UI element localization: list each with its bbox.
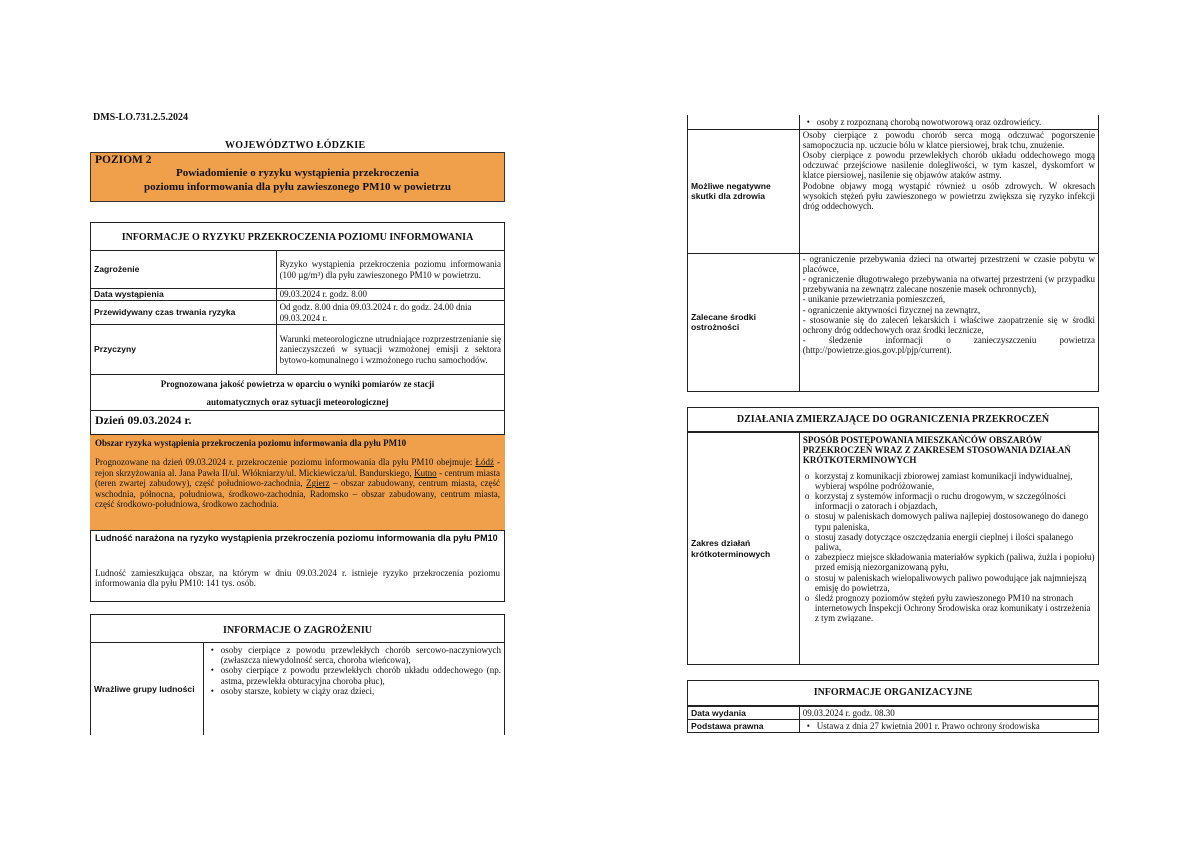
row-value: Warunki meteorologiczne utrudniające rozprzestrzenianie się zanieczyszczeń w sytuacji wzmożonej emisji z sektora bytowo-komunalnego i wzmożonego ruchu samochodów. [276, 325, 504, 375]
list-item: o stosuj zasady dotyczące oszczędzania energii cieplnej i ilości spalanego paliwa, [815, 532, 1095, 552]
row-value: 09.03.2024 r. godz. 8.00 [276, 289, 504, 301]
threat-info-header: INFORMACJE O ZAGROŻENIU [223, 625, 372, 636]
actions-header: DZIAŁANIA ZMIERZAJĄCE DO OGRANICZENIA PRZEKROCZEŃ [736, 414, 1050, 425]
list-item: • osoby z rozpoznaną chorobą nowotworową oraz ozdrowieńcy. [817, 117, 1095, 127]
vulnerable-cell [203, 643, 504, 735]
table-row [688, 129, 1099, 253]
city-zgierz-desc: – obszar zabudowany, centrum miasta, część wschodnia, północna, południowa, środkowo-zachodnia, Radomsko – obszar zabudowany, centrum miasta, część środkowo-południowa, środkowo zachodnia. [95, 478, 500, 510]
city-kutno-desc: - centrum miasta (teren zwartej zabudowy), część południowo-zachodnia, [95, 467, 500, 489]
document-code: DMS-LO.731.2.5.2024 [93, 112, 188, 123]
effects-table [687, 115, 1099, 392]
level-banner [90, 152, 505, 202]
row-label: Przyczyny [91, 325, 277, 375]
legal-basis-value: • Ustawa z dnia 27 kwietnia 2001 r. Prawo ochrony środowiska [817, 721, 1095, 731]
table-row [688, 115, 1099, 129]
list-item: - unikanie przewietrzania pomieszczeń, [802, 294, 946, 305]
effects-paragraph: Osoby cierpiące z powodu przewlekłych chorób układu oddechowego mogą odczuwać przejściowe nasilenie dolegliwości, w tym kaszel, dyskomfort w klatce piersiowej, nasilenie się objawów ataków astmy. [802, 149, 1095, 181]
exposed-text: Ludność zamieszkująca obszar, na którym w dniu 09.03.2024 r. istnieje ryzyko przekroczenia poziomu informowania dla pyłu PM10: 141 tys. osób. [95, 568, 500, 589]
row-value: Od godz. 8.00 dnia 09.03.2024 r. do godz. 24.00 dnia 09.03.2024 r. [276, 301, 504, 325]
actions-table [687, 432, 1099, 665]
city-lodz-desc: - rejon skrzyżowania al. Jana Pawła II/ul. Włókniarzy/ul. Mickiewicza/ul. Bandurskiego, [95, 457, 500, 478]
city-kutno: Kutno [414, 467, 437, 478]
region-title: WOJEWÓDZTWO ŁÓDZKIE [225, 140, 366, 151]
row-label: Przewidywany czas trwania ryzyka [91, 301, 277, 325]
forecast-day: Dzień 09.03.2024 r. [95, 413, 192, 427]
forecast-note-line2: automatycznych oraz sytuacji meteorologicznej [206, 397, 389, 407]
risk-info-header: INFORMACJE O RYZYKU PRZEKROCZENIA POZIOMU INFORMOWANIA [121, 232, 474, 243]
table-row [688, 433, 1099, 665]
effects-cell [799, 129, 1098, 253]
precautions-label: Zalecane środki ostrożności [688, 253, 800, 391]
effects-paragraph: Podobne objawy mogą wystąpić również u osób zdrowych. W okresach wysokich stężeń pyłu zawieszonego w powietrzu zwiększa się ryzyko infekcji dróg oddechowych. [802, 180, 1095, 211]
row-label: Zagrożenie [91, 251, 277, 289]
table-row [688, 253, 1099, 391]
legal-basis-cell [799, 720, 1098, 733]
risk-area-intro: Prognozowane na dzień 09.03.2024 r. przekroczenie poziomu informowania dla pyłu PM10 obejmuje: [95, 457, 473, 468]
list-item: - ograniczenie przebywania dzieci na otwartej przestrzeni w czasie pobytu w placówce, [802, 253, 1095, 274]
list-item: - stosowanie się do zaleceń lekarskich i właściwe zaopatrzenie się w środki ochrony dróg oddechowych oraz środki lecznicze, [802, 314, 1095, 335]
banner-title-line1: Powiadomienie o ryzyku wystąpienia przekroczenia [176, 167, 419, 179]
list-item: • osoby cierpiące z powodu przewlekłych chorób układu oddechowego (np. astma, przewlekła obturacyjna choroba płuc), [221, 665, 501, 685]
list-item: • osoby cierpiące z powodu przewlekłych chorób sercowo-naczyniowych (zwłaszcza niewydolność serca, choroba wieńcowa), [221, 645, 501, 665]
level-label: POZIOM 2 [95, 154, 152, 166]
org-header-box [687, 680, 1099, 706]
org-table [687, 706, 1099, 733]
threat-table [90, 642, 505, 735]
risk-table [90, 250, 505, 375]
actions-header-box [687, 407, 1099, 432]
table-row [91, 643, 505, 735]
table-row [688, 720, 1099, 733]
issue-date-value: 09.03.2024 r. godz. 08.30 [799, 707, 1098, 720]
list-item: - ograniczenie aktywności fizycznej na zewnątrz, [802, 304, 981, 315]
list-item: o śledź prognozy poziomów stężeń pyłu zawieszonego PM10 na stronach internetowych Inspekcji Ochrony Środowiska oraz komunikaty i ostrzeżenia z tym związane. [815, 593, 1095, 624]
list-item: o korzystaj z systemów informacji o ruchu drogowym, w szczególności informacji o zatorach i objazdach, [815, 491, 1095, 511]
table-row [91, 289, 505, 301]
list-item: o zabezpiecz miejsce składowania materiałów sypkich (paliwa, żużla i popiołu) przed emisją niezorganizowaną pyłu, [815, 552, 1095, 572]
risk-area-header: Obszar ryzyka wystąpienia przekroczenia poziomu informowania dla pyłu PM10 [95, 438, 407, 448]
issue-date-label: Data wydania [688, 707, 800, 720]
banner-title-line2: poziomu informowania dla pyłu zawieszonego PM10 w powietrzu [143, 181, 452, 193]
risk-area-section [90, 434, 505, 531]
actions-label: Zakres działań krótkoterminowych [688, 433, 800, 665]
table-row [91, 325, 505, 375]
city-zgierz: Zgierz [306, 478, 330, 489]
effects-label: Możliwe negatywne skutki dla zdrowia [688, 129, 800, 253]
list-item: o stosuj w paleniskach wielopaliwowych paliwo powodujące jak najmniejszą emisję do powietrza, [815, 573, 1095, 593]
exposed-header: Ludność narażona na ryzyko wystąpienia przekroczenia poziomu informowania dla pyłu PM10 [95, 533, 498, 543]
legal-basis-label: Podstawa prawna [688, 720, 800, 733]
table-row [688, 707, 1099, 720]
list-item: - śledzenie informacji o zanieczyszczeniu powietrza (http://powietrze.gios.gov.pl/pjp/current). [802, 335, 1095, 356]
actions-title: SPOSÓB POSTĘPOWANIA MIESZKAŃCÓW OBSZARÓW PRZEKROCZEŃ WRAZ Z ZAKRESEM STOSOWANIA DZIAŁAŃ KRÓTKOTERMINOWYCH [802, 435, 1071, 466]
table-row [91, 251, 505, 289]
list-item: o korzystaj z komunikacji zbiorowej zamiast komunikacji indywidualnej, wybieraj wspólne podróżowanie, [815, 471, 1095, 491]
city-lodz: Łódź [475, 457, 494, 468]
actions-cell [799, 433, 1098, 665]
list-item: o stosuj w paleniskach domowych paliwa najlepiej dostosowanego do danego typu paleniska, [815, 511, 1095, 531]
forecast-note-line1: Prognozowana jakość powietrza w oparciu o wyniki pomiarów ze stacji [160, 379, 435, 389]
org-header: INFORMACJE ORGANIZACYJNE [813, 687, 973, 698]
row-value: Ryzyko wystąpienia przekroczenia poziomu informowania (100 µg/m³) dla pyłu zawieszonego PM10 w powietrzu. [276, 251, 504, 289]
row-label: Data wystąpienia [91, 289, 277, 301]
list-item: • osoby starsze, kobiety w ciąży oraz dzieci, [221, 686, 501, 696]
divider [90, 410, 505, 411]
effects-paragraph: Osoby cierpiące z powodu chorób serca mogą odczuwać pogorszenie samopoczucia np. uczucie bólu w klatce piersiowej, brak tchu, znużenie. [802, 129, 1095, 150]
vulnerable-label: Wrażliwe grupy ludności [91, 643, 204, 735]
table-row [91, 301, 505, 325]
precautions-cell [799, 253, 1098, 391]
list-item: - ograniczenie długotrwałego przebywania na otwartej przestrzeni (w przypadku przebywania na zewnątrz zalecane noszenie masek ochronnych), [802, 273, 1095, 295]
